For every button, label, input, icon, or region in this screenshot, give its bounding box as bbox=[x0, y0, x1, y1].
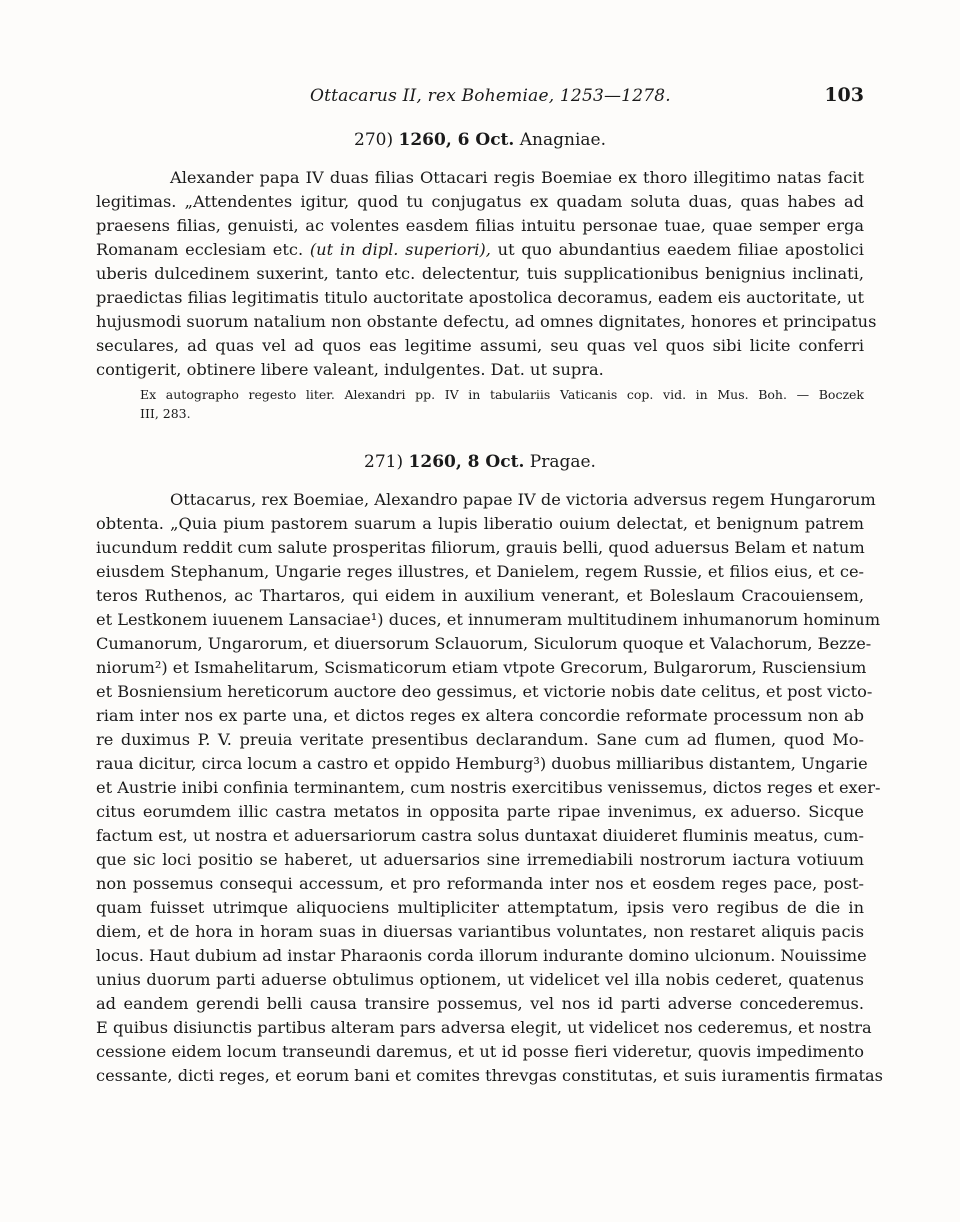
text-line: seculares, ad quas vel ad quos eas legitime assumi, seu quas vel quos sibi licite conferri bbox=[96, 336, 864, 355]
text-line: iucundum reddit cum salute prosperitas filiorum, grauis belli, quod aduersus Belam et natum bbox=[96, 538, 865, 557]
text-line: locus. Haut dubium ad instar Pharaonis corda illorum indurante domino ulcionum. Nouissime bbox=[96, 946, 867, 965]
document-date: 1260, 6 Oct. bbox=[398, 130, 515, 150]
text-line: cessione eidem locum transeundi daremus, et ut id posse fieri videretur, quovis impedimento bbox=[96, 1042, 864, 1061]
document-number: 270) bbox=[354, 130, 394, 150]
text-line: cessante, dicti reges, et eorum bani et comites threvgas constitutas, et suis iuramentis firmatas bbox=[96, 1066, 883, 1085]
text-line: diem, et de hora in horam suas in diuersas variantibus voluntates, non restaret aliquis pacis bbox=[96, 922, 864, 941]
running-header bbox=[0, 86, 960, 110]
document-270-heading bbox=[0, 130, 960, 150]
text-line: praesens filias, genuisti, ac volentes easdem filias intuitu personae tuae, quae semper erga bbox=[96, 216, 864, 235]
document-place: Anagniae. bbox=[519, 130, 606, 150]
text-line: hujusmodi suorum natalium non obstante defectu, ad omnes dignitates, honores et principatus bbox=[96, 312, 877, 331]
text-line: et Lestkonem iuuenem Lansaciae¹) duces, et innumeram multitudinem inhumanorum hominum bbox=[96, 610, 881, 629]
document-place: Pragae. bbox=[529, 452, 596, 472]
source-note: Ex autographo regesto liter. Alexandri pp. IV in tabulariis Vaticanis cop. vid. in Mus. Boh. — Boczek bbox=[140, 387, 864, 402]
text-line bbox=[96, 238, 864, 262]
page-number: 103 bbox=[824, 84, 864, 106]
document-date: 1260, 8 Oct. bbox=[408, 452, 525, 472]
text-line: quam fuisset utrimque aliquociens multipliciter attemptatum, ipsis vero regibus de die in bbox=[96, 898, 864, 917]
source-note: III, 283. bbox=[140, 406, 191, 421]
text-segment: Romanam ecclesiam etc. bbox=[96, 240, 304, 259]
text-line: obtenta. „Quia pium pastorem suarum a lupis liberatio ouium delectat, et benignum patrem bbox=[96, 514, 864, 533]
text-segment: ut quo abundantius eaedem filiae apostolici bbox=[497, 240, 864, 259]
italic-reference: (ut in dipl. superiori), bbox=[309, 240, 491, 259]
document-271-heading bbox=[0, 452, 960, 472]
text-line: re duximus P. V. preuia veritate presentibus declarandum. Sane cum ad flumen, quod Mo- bbox=[96, 730, 864, 749]
document-number: 271) bbox=[364, 452, 404, 472]
text-line: que sic loci positio se haberet, ut aduersarios sine irremediabili nostrorum iactura votiuum bbox=[96, 850, 864, 869]
text-line: citus eorumdem illic castra metatos in opposita parte ripae invenimus, ex aduerso. Sicque bbox=[96, 802, 864, 821]
text-line: et Bosniensium hereticorum auctore deo gessimus, et victorie nobis date celitus, et post victo- bbox=[96, 682, 873, 701]
text-line: legitimas. „Attendentes igitur, quod tu conjugatus ex quadam soluta duas, quas habes ad bbox=[96, 192, 864, 211]
text-line: eiusdem Stephanum, Ungarie reges illustres, et Danielem, regem Russie, et filios eius, et ce- bbox=[96, 562, 864, 581]
text-line: Ottacarus, rex Boemiae, Alexandro papae IV de victoria adversus regem Hungarorum bbox=[170, 490, 876, 509]
text-line: Alexander papa IV duas filias Ottacari regis Boemiae ex thoro illegitimo natas facit bbox=[170, 168, 864, 187]
text-line: et Austrie inibi confinia terminantem, cum nostris exercitibus venissemus, dictos reges et exer- bbox=[96, 778, 881, 797]
text-line: non possemus consequi accessum, et pro reformanda inter nos et eosdem reges pace, post- bbox=[96, 874, 864, 893]
text-line: ad eandem gerendi belli causa transire possemus, vel nos id parti adverse concederemus. bbox=[96, 994, 864, 1013]
text-line: niorum²) et Ismahelitarum, Scismaticorum etiam vtpote Grecorum, Bulgarorum, Rusciensium bbox=[96, 658, 867, 677]
text-line: contigerit, obtinere libere valeant, indulgentes. Dat. ut supra. bbox=[96, 360, 604, 379]
text-line: riam inter nos ex parte una, et dictos reges ex altera concordie reformate processum non ab bbox=[96, 706, 864, 725]
text-line: E quibus disiunctis partibus alteram pars adversa elegit, ut videlicet nos cederemus, et nostra bbox=[96, 1018, 872, 1037]
text-line: praedictas filias legitimatis titulo auctoritate apostolica decoramus, eadem eis auctoritate, ut bbox=[96, 288, 864, 307]
text-line: unius duorum parti aduerse obtulimus optionem, ut videlicet vel illa nobis cederet, quatenus bbox=[96, 970, 864, 989]
text-line: uberis dulcedinem suxerint, tanto etc. delectentur, tuis supplicationibus benignius inclinati, bbox=[96, 264, 864, 283]
text-line: factum est, ut nostra et aduersariorum castra solus duntaxat diuideret fluminis meatus, cum- bbox=[96, 826, 864, 845]
running-title: Ottacarus II, rex Bohemiae, 1253—1278. bbox=[310, 86, 671, 106]
text-line: teros Ruthenos, ac Thartaros, qui eidem in auxilium venerant, et Boleslaum Cracouiensem, bbox=[96, 586, 864, 605]
text-line: Cumanorum, Ungarorum, et diuersorum Sclauorum, Siculorum quoque et Valachorum, Bezze- bbox=[96, 634, 872, 653]
text-line: raua dicitur, circa locum a castro et oppido Hemburg³) duobus milliaribus distantem, Ungarie bbox=[96, 754, 868, 773]
